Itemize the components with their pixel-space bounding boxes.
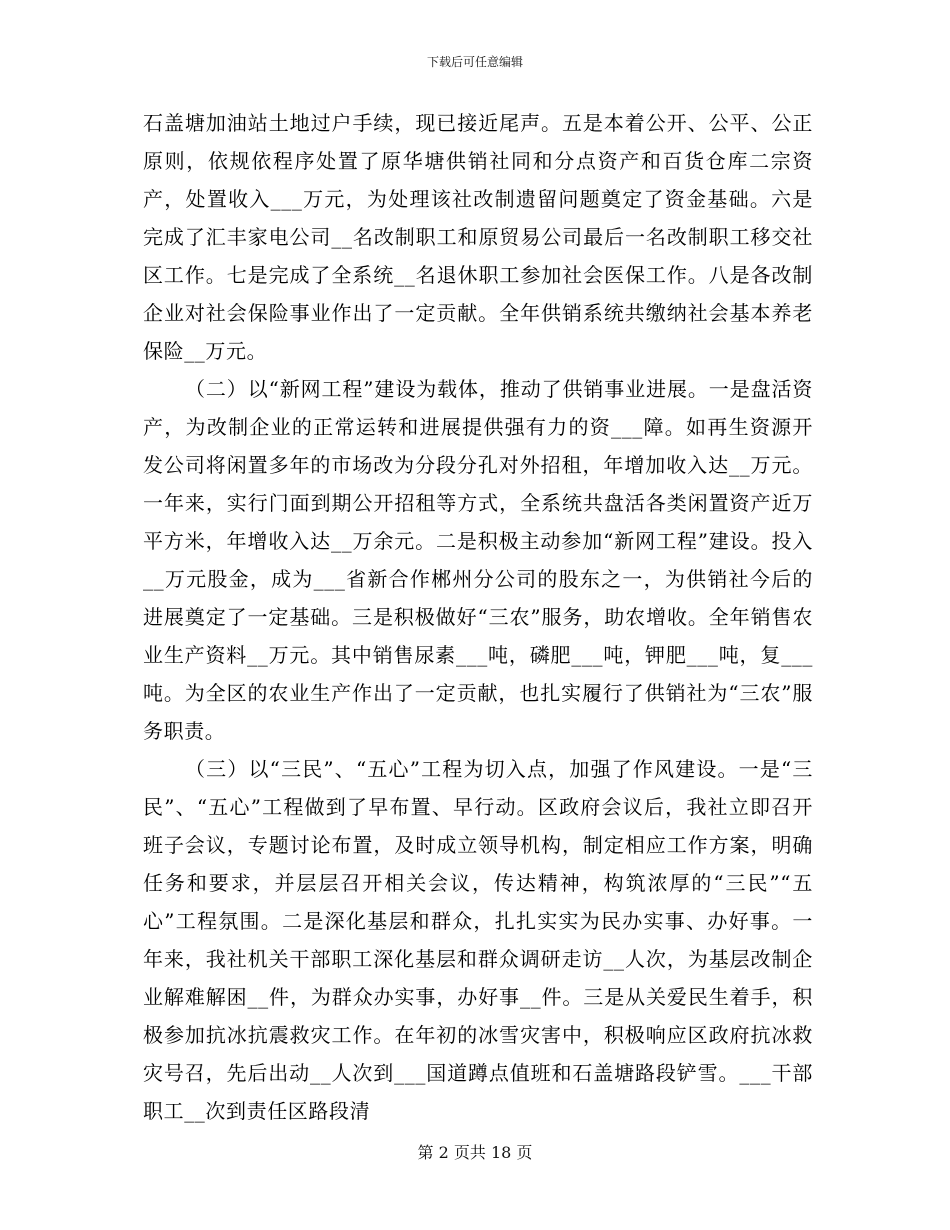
document-body (143, 104, 813, 1130)
paragraph-2: （二）以“新网工程”建设为载体，推动了供销事业进展。一是盘活资产，为改制企业的正常运转和进展提供强有力的资___障。如再生资源开发公司将闲置多年的市场改为分段分孔对外招租，年增加收入达__万元。一年来，实行门面到期公开招租等方式，全系统共盘活各类闲置资产近万平方米，年增收入达__万余元。二是积极主动参加“新网工程”建设。投入__万元股金，成为___省新合作郴州分公司的股东之一，为供销社今后的进展奠定了一定基础。三是积极做好“三农”服务，助农增收。全年销售农业生产资料__万元。其中销售尿素___吨，磷肥___吨，钾肥___吨，复___吨。为全区的农业生产作出了一定贡献，也扎实履行了供销社为“三农”服务职责。 (143, 377, 813, 743)
paragraph-1: 石盖塘加油站土地过户手续，现已接近尾声。五是本着公开、公平、公正原则，依规依程序处置了原华塘供销社同和分点资产和百货仓库二宗资产，处置收入___万元，为处理该社改制遗留问题奠定了资金基础。六是完成了汇丰家电公司__名改制职工和原贸易公司最后一名改制职工移交社区工作。七是完成了全系统__名退休职工参加社会医保工作。八是各改制企业对社会保险事业作出了一定贡献。全年供销系统共缴纳社会基本养老保险__万元。 (143, 111, 813, 363)
page-header: 下载后可任意编辑 (426, 55, 523, 69)
page-footer: 第 2 页共 18 页 (417, 1143, 533, 1162)
paragraph-3: （三）以“三民”、“五心”工程为切入点，加强了作风建设。一是“三民”、“五心”工程做到了早布置、早行动。区政府会议后，我社立即召开班子会议，专题讨论布置，及时成立领导机构，制定相应工作方案，明确任务和要求，并层层召开相关会议，传达精神，构筑浓厚的“三民”“五心”工程氛围。二是深化基层和群众，扎扎实实为民办实事、办好事。一年来，我社机关干部职工深化基层和群众调研走访__人次，为基层改制企业解难解困__件，为群众办实事，办好事__件。三是从关爱民生着手，积极参加抗冰抗震救灾工作。在年初的冰雪灾害中，积极响应区政府抗冰救灾号召，先后出动__人次到___国道蹲点值班和石盖塘路段铲雪。___干部职工__次到责任区路段清 (143, 757, 813, 1123)
